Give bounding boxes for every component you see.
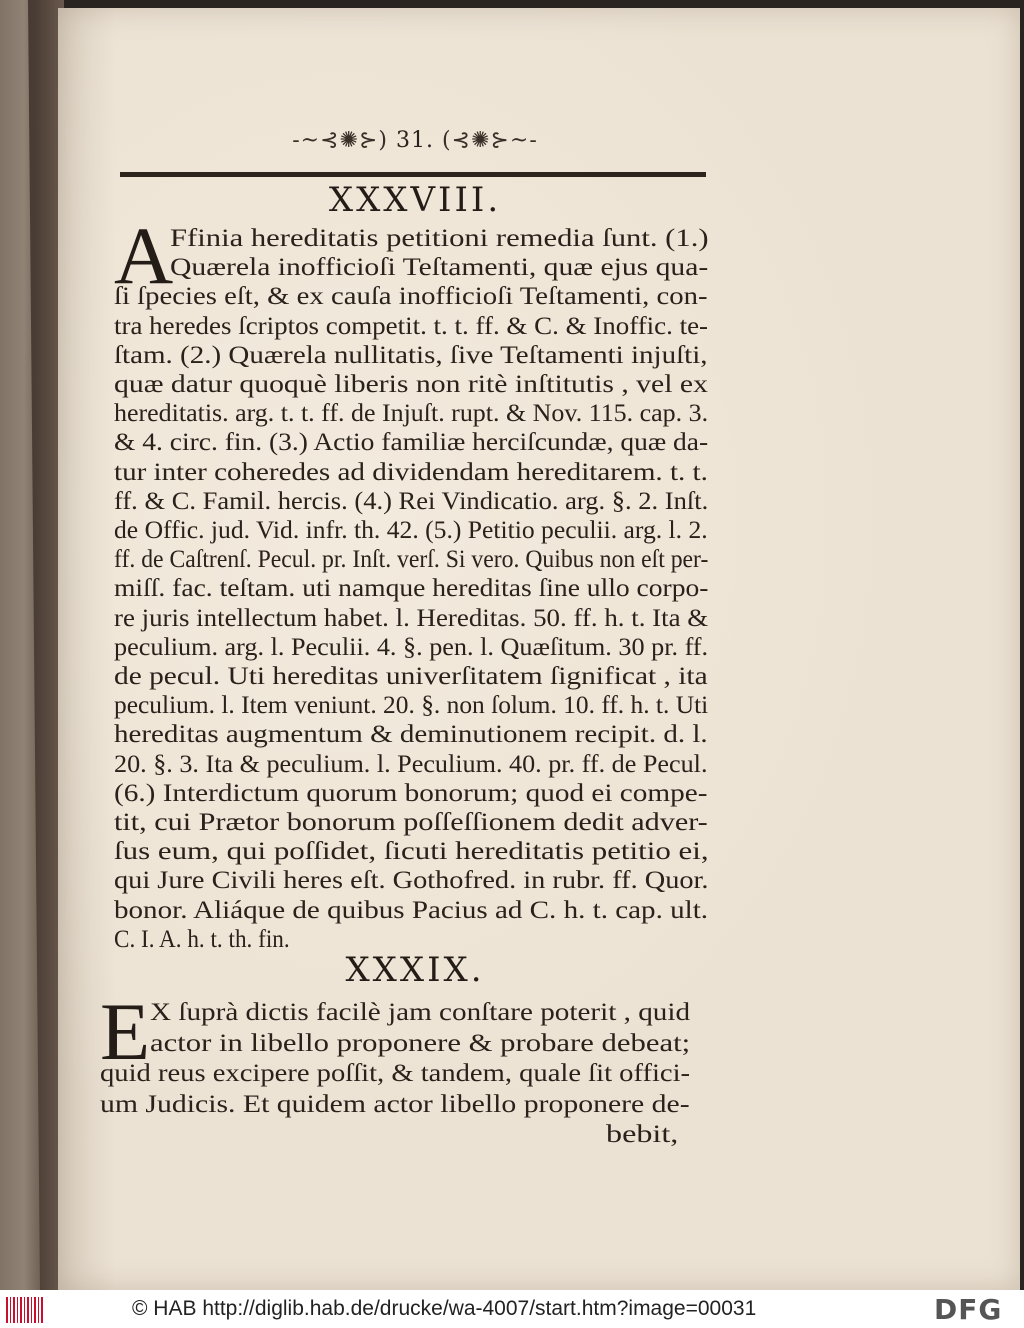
copyright-link[interactable]: © HAB http://diglib.hab.de/drucke/wa-4007/start.htm?image=00031 <box>132 1297 757 1320</box>
section-38-line-8: & 4. circ. fin. (3.) Actio familiæ herciſcundæ, quæ da- <box>114 429 709 457</box>
section-38-line-12: ff. de Caſtrenſ. Pecul. pr. Inſt. verſ. Si vero. Quibus non eſt per- <box>114 546 709 574</box>
ornament-left: -~⊰✺⊱) <box>292 128 388 153</box>
section-38-line-22: ſus eum, qui poſſidet, ſicuti hereditatis petitio ei, <box>114 838 709 866</box>
section-38-line-11: de Offic. jud. Vid. infr. th. 42. (5.) Petitio peculii. arg. l. 2. <box>114 517 708 544</box>
section-38-line-5: ſtam. (2.) Quærela nullitatis, ſive Teſtamenti injuſti, <box>114 341 708 369</box>
section-38-line-20: (6.) Interdictum quorum bonorum; quod ei compe- <box>114 779 708 807</box>
section-heading-39: XXXIX. <box>345 950 485 990</box>
section-38-line-9: tur inter coheredes ad dividendam hereditarem. t. t. <box>114 458 708 486</box>
section-38-line-24: bonor. Aliáque de quibus Pacius ad C. h. t. cap. ult. <box>114 896 709 924</box>
section-38-line-25: C. I. A. h. t. th. fin. <box>114 925 290 953</box>
section-38-line-18: hereditas augmentum & deminutionem recipit. d. l. <box>114 721 708 749</box>
section-38-line-23: qui Jure Civili heres eſt. Gothofred. in rubr. ff. Quor. <box>114 867 709 895</box>
section-39-line-2: actor in libello proponere & probare debeat; <box>150 1029 691 1057</box>
section-38-line-17: peculium. l. Item veniunt. 20. §. non ſolum. 10. ff. h. t. Uti <box>114 692 709 720</box>
dfg-logo: DFG <box>934 1293 1003 1326</box>
ornament-right: (⊰✺⊱~- <box>442 128 538 153</box>
section-38-line-14: re juris intellectum habet. l. Hereditas. 50. ff. h. t. Ita & <box>114 604 709 632</box>
section-38-line-16: de pecul. Uti hereditas univerſitatem ſignificat , ita <box>114 663 708 690</box>
section-39-line-5: bebit, <box>606 1121 679 1149</box>
section-38-line-7: hereditatis. arg. t. t. ff. de Injuſt. rupt. & Nov. 115. cap. 3. <box>114 400 709 428</box>
barcode-icon <box>6 1297 44 1323</box>
section-38-line-10: ff. & C. Famil. hercis. (4.) Rei Vindicatio. arg. §. 2. Inſt. <box>114 487 709 515</box>
drop-cap-a: A <box>114 210 174 301</box>
section-38-line-15: peculium. arg. l. Peculii. 4. §. pen. l. Quæſitum. 30 pr. ff. <box>114 633 709 661</box>
section-39-line-3: quid reus excipere poſſit, & tandem, quale ſit offici- <box>100 1060 691 1088</box>
section-heading-38: XXXVIII. <box>328 180 502 220</box>
section-38-line-21: tit, cui Prætor bonorum poſſeſſionem dedit adver- <box>114 809 708 836</box>
section-38-line-19: 20. §. 3. Ita & peculium. l. Peculium. 40. pr. ff. de Pecul. <box>114 750 708 778</box>
drop-cap-e: E <box>100 986 151 1077</box>
page-number: 31. <box>396 128 434 153</box>
section-38-line-13: miſſ. fac. teſtam. uti namque hereditas ſine ullo corpo- <box>114 575 709 603</box>
section-38-line-6: quæ datur quoquè liberis non ritè inſtitutis , vel ex <box>114 371 708 398</box>
section-39-line-1: X ſuprà dictis facilè jam conſtare poterit , quid <box>150 999 691 1026</box>
section-38-line-1: Ffinia hereditatis petitioni remedia ſunt. (1.) <box>170 225 709 252</box>
page-header <box>120 128 710 168</box>
section-38-line-3: ſi ſpecies eſt, & ex cauſa inofficioſi Teſtamenti, con- <box>114 283 708 311</box>
section-38-line-2: Quærela inofficioſi Teſtamenti, quæ ejus qua- <box>170 254 709 282</box>
section-39-line-4: um Judicis. Et quidem actor libello proponere de- <box>100 1090 690 1118</box>
section-38-line-4: tra heredes ſcriptos competit. t. t. ff. & C. & Inoffic. te- <box>114 312 709 340</box>
header-rule <box>120 172 706 177</box>
